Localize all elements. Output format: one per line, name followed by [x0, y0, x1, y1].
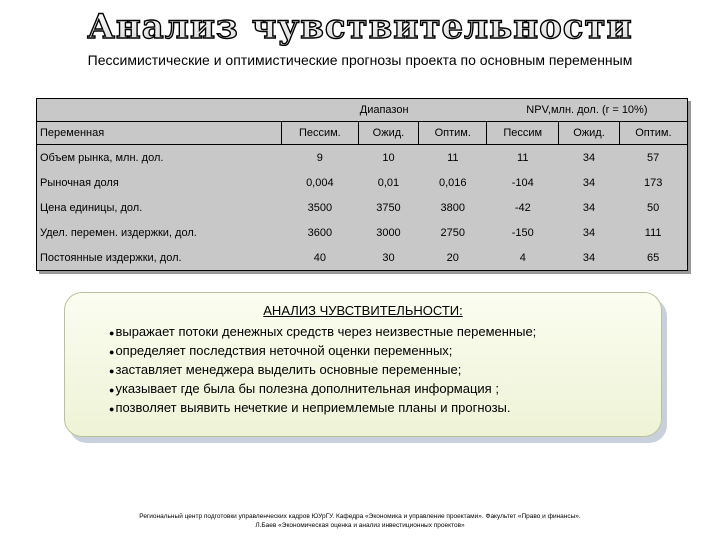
bullet-icon: ● [109, 328, 115, 338]
table-cell: -104 [511, 176, 534, 189]
table-cell: 0,01 [377, 176, 400, 189]
table-cell: 20 [446, 251, 459, 264]
list-item-text: позволяет выявить нечеткие и неприемлемые планы и прогнозы. [115, 400, 511, 415]
table-cell: 111 [644, 226, 662, 239]
table-cell: 173 [643, 176, 663, 189]
table-cell: 3500 [307, 201, 333, 214]
bullet-icon: ● [109, 385, 115, 395]
list-item [109, 342, 536, 361]
column-header-row [37, 122, 688, 145]
page-title: Анализ чувствительности [87, 7, 633, 46]
table-cell: 65 [647, 251, 660, 264]
summary-list [109, 323, 536, 418]
table-cell: 3800 [440, 201, 466, 214]
bullet-icon: ● [109, 366, 115, 376]
group-header-row [37, 99, 688, 122]
column-header: Ожид. [358, 122, 419, 145]
title-wordart [0, 2, 720, 46]
table-cell: 57 [647, 151, 660, 164]
column-header: Переменная [37, 122, 282, 145]
list-item [109, 399, 536, 418]
table-cell: Цена единицы, дол. [40, 201, 143, 214]
table-cell: 9 [316, 151, 323, 164]
table-cell: 11 [517, 151, 529, 164]
group-header-npv: NPV,млн. дол. (r = 10%) [487, 99, 688, 122]
table-cell: 30 [382, 251, 395, 264]
list-item [109, 380, 536, 399]
table-cell: 3750 [376, 201, 401, 214]
list-item [109, 361, 536, 380]
table-cell: 40 [313, 251, 326, 264]
table-cell: 0,004 [306, 176, 334, 189]
table-cell: -42 [514, 201, 531, 214]
footer-line: Л.Баев «Экономическая оценка и анализ инвестиционных проектов» [255, 522, 465, 529]
table-cell: 3600 [307, 226, 333, 239]
table-cell: 10 [382, 151, 395, 164]
footer [40, 512, 680, 530]
list-item-text: выражает потоки денежных средств через неизвестные переменные; [115, 324, 537, 339]
column-header: Оптим. [619, 122, 687, 145]
column-header: Ожид. [559, 122, 620, 145]
table-cell: Объем рынка, млн. дол. [40, 151, 164, 164]
table-cell: 34 [582, 151, 596, 164]
table-cell: 34 [582, 251, 596, 264]
table-cell: 34 [582, 201, 596, 214]
column-header: Пессим [487, 122, 559, 145]
list-item-text: определяет последствия неточной оценки переменных; [115, 343, 453, 358]
table-cell: 11 [447, 151, 459, 164]
summary-box [64, 292, 662, 437]
table-cell: Рыночная доля [40, 176, 119, 189]
table-cell: 34 [582, 226, 596, 239]
table-cell: Постоянные издержки, дол. [40, 251, 182, 264]
table-row [37, 195, 688, 220]
list-item-text: заставляет менеджера выделить основные переменные; [115, 362, 462, 377]
table-cell: 34 [582, 176, 596, 189]
column-header: Оптим. [419, 122, 487, 145]
summary-title: АНАЛИЗ ЧУВСТВИТЕЛЬНОСТИ: [263, 303, 463, 318]
table-cell: 3000 [376, 226, 401, 239]
bullet-icon: ● [109, 347, 115, 357]
table-cell: 2750 [440, 226, 466, 239]
table-cell: 0,016 [439, 176, 467, 189]
table-row [37, 220, 688, 245]
list-item [109, 323, 536, 342]
table-cell: -150 [511, 226, 534, 239]
sensitivity-table [36, 98, 688, 271]
bullet-icon: ● [109, 404, 115, 414]
subtitle: Пессимистические и оптимистические прогнозы проекта по основным переменным [87, 52, 633, 68]
table-cell: 50 [647, 201, 660, 214]
table-row [37, 245, 688, 271]
table-cell: Удел. перемен. издержки, дол. [40, 226, 197, 239]
column-header: Пессим. [282, 122, 359, 145]
footer-line: Региональный центр подготовки управленческих кадров ЮУрГУ. Кафедра «Экономика и управление проектами». Факультет «Право и финансы». [139, 513, 581, 520]
group-header-range: Диапазон [282, 99, 487, 122]
table-row [37, 145, 688, 171]
table-cell: 4 [519, 251, 526, 264]
list-item-text: указывает где была бы полезна дополнительная информация ; [115, 381, 499, 396]
table-row [37, 170, 688, 195]
